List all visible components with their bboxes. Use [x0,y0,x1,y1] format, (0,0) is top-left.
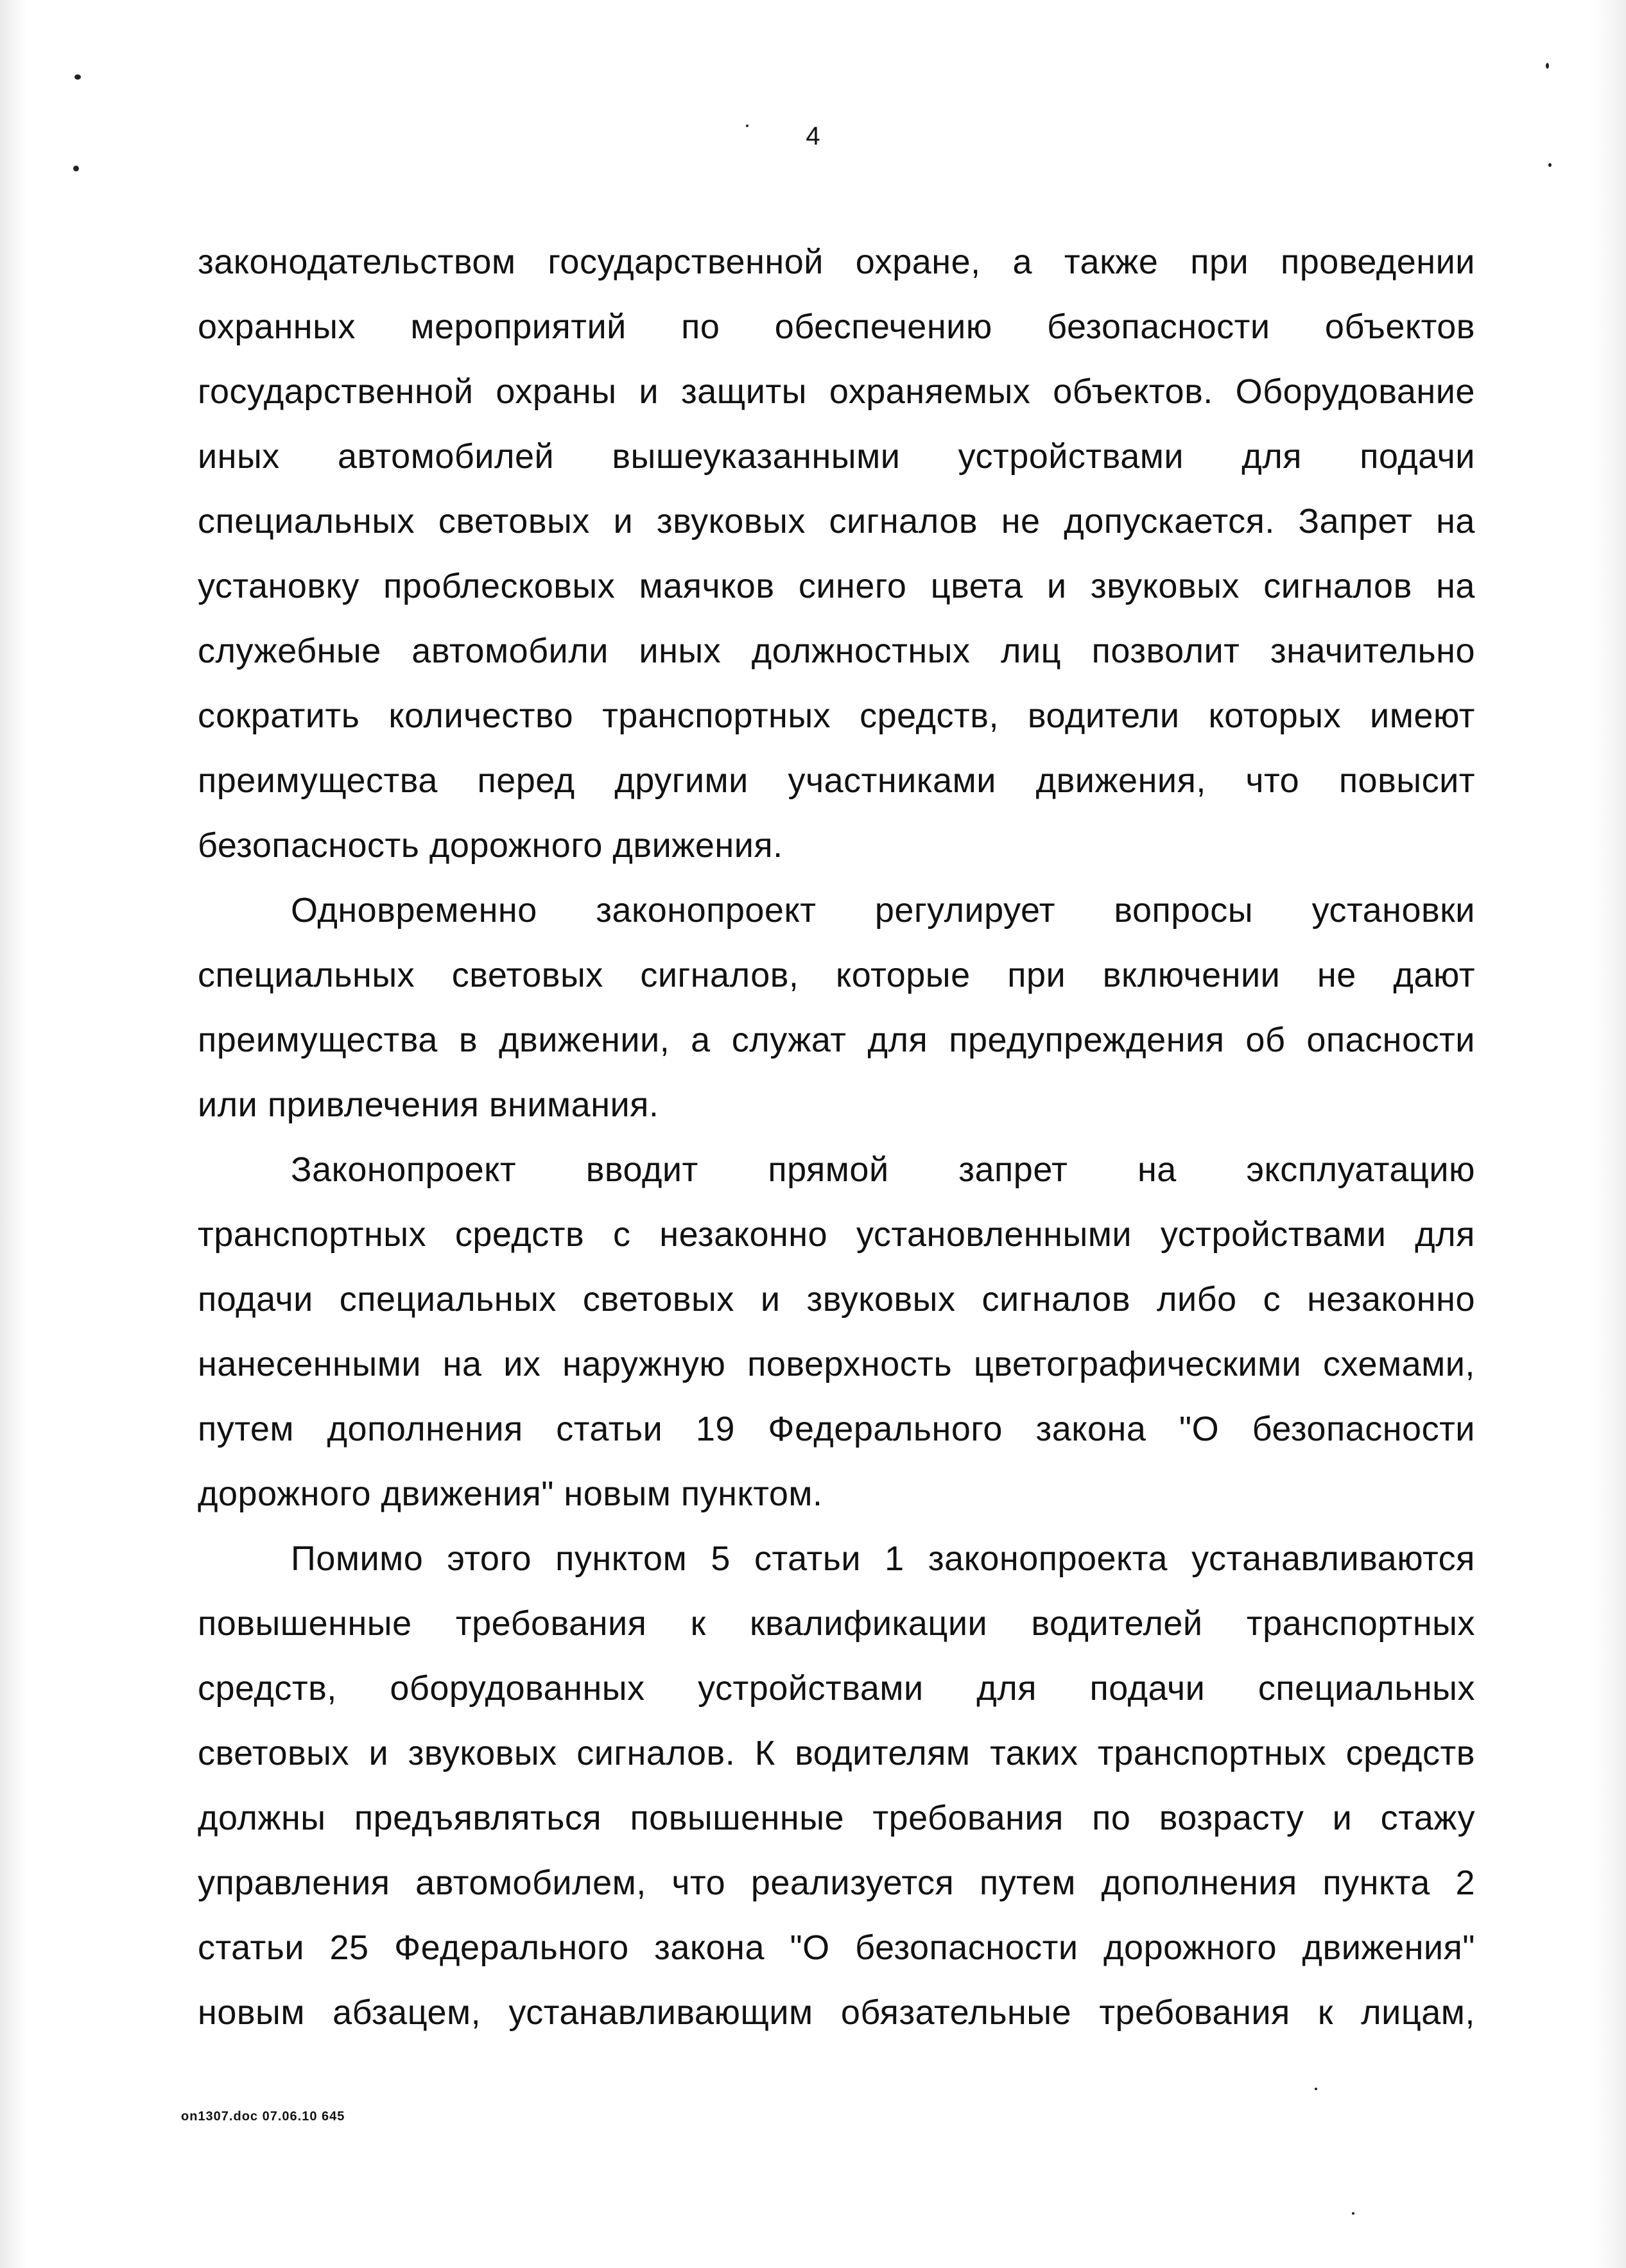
text-line: новым абзацем, устанавливающим обязательные требования к лицам, [198,1993,1475,2032]
text-line-last: безопасность дорожного движения. [198,826,783,865]
text-line: должны предъявляться повышенные требования по возрасту и стажу [198,1799,1475,1837]
text-line: транспортных средств с незаконно установленными устройствами для [198,1215,1475,1254]
text-line: нанесенными на их наружную поверхность цветографическими схемами, [198,1345,1475,1383]
text-line: законодательством государственной охране, а также при проведении [198,243,1475,281]
text-line: повышенные требования к квалификации водителей транспортных [198,1604,1475,1643]
text-line: установку проблесковых маячков синего цвета и звуковых сигналов на [198,567,1475,605]
text-line: преимущества в движении, а служат для предупреждения об опасности [198,1021,1475,1059]
scan-speck [1546,63,1549,69]
paragraph-first-line: Помимо этого пунктом 5 статьи 1 законопроекта устанавливаются [291,1539,1475,1578]
page-number: 4 [806,122,820,150]
text-line: государственной охраны и защиты охраняемых объектов. Оборудование [198,372,1475,411]
paragraph-first-line: Законопроект вводит прямой запрет на эксплуатацию [291,1150,1475,1189]
text-line: иных автомобилей вышеуказанными устройствами для подачи [198,437,1475,476]
scan-speck [1548,163,1552,167]
paragraph-first-line: Одновременно законопроект регулирует вопросы установки [291,891,1475,930]
text-line: сократить количество транспортных средств, водители которых имеют [198,697,1475,735]
scan-speck [1352,2212,1354,2215]
text-line: статьи 25 Федерального закона "О безопасности дорожного движения" [198,1928,1475,1967]
text-line-last: или привлечения внимания. [198,1086,659,1124]
text-line: специальных световых сигналов, которые при включении не дают [198,956,1475,994]
text-line: управления автомобилем, что реализуется путем дополнения пункта 2 [198,1864,1475,1902]
body-text [198,230,1475,2045]
text-line: служебные автомобили иных должностных лиц позволит значительно [198,632,1475,670]
scan-speck [73,166,79,171]
text-line: преимущества перед другими участниками движения, что повысит [198,761,1475,800]
document-footer: on1307.doc 07.06.10 645 [181,2109,345,2124]
scan-speck [1315,2088,1317,2090]
scan-edge-right [1587,0,1626,2268]
text-line-last: дорожного движения" новым пунктом. [198,1475,823,1513]
text-line: путем дополнения статьи 19 Федерального закона "О безопасности [198,1410,1475,1448]
text-line: подачи специальных световых и звуковых сигналов либо с незаконно [198,1280,1475,1319]
scan-edge-left [0,0,27,2268]
text-line: средств, оборудованных устройствами для подачи специальных [198,1669,1475,1708]
text-line: охранных мероприятий по обеспечению безопасности объектов [198,307,1475,346]
text-line: световых и звуковых сигналов. К водителям таких транспортных средств [198,1734,1475,1772]
text-line: специальных световых и звуковых сигналов не допускается. Запрет на [198,502,1475,541]
scan-speck [74,74,81,80]
